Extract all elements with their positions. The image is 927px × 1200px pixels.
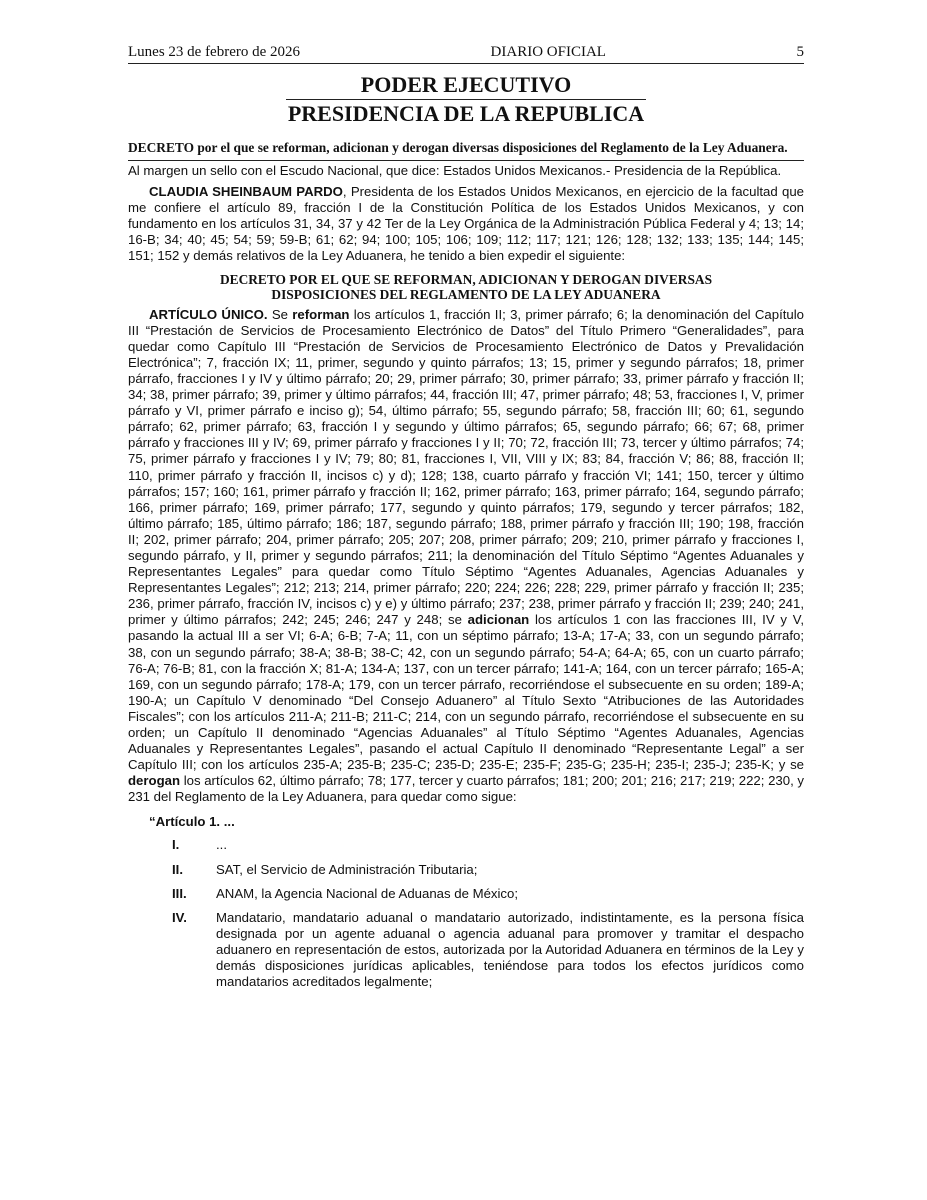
fraction-item	[128, 886, 804, 902]
fraction-item	[128, 910, 804, 990]
keyword-derogan: derogan	[128, 773, 181, 789]
article-1-title: “Artículo 1. ...	[149, 814, 235, 830]
fraction-text: SAT, el Servicio de Administración Tributaria;	[216, 861, 478, 877]
fraction-text: Mandatario, mandatario aduanal o mandatario autorizado, indistintamente, es la persona física designada por un agente aduanal o agencia aduanal para promover y tramitar el despacho aduanero en representación de estos, autorizada por la Autoridad Aduanera en términos de la Ley y demás disposiciones jurídicas aplicables, teniéndose para todos los efectos jurídicos como mandatarios acreditados legalmente;	[216, 909, 804, 990]
fraction-number: III.	[172, 885, 187, 901]
preamble-text: , Presidenta de los Estados Unidos Mexicanos, en ejercicio de la facultad que me confiere el artículo 89, fracción I de la Constitución Política de los Estados Unidos Mexicanos, y con fundamento en los artículos 31, 34, 37 y 42 Ter de la Ley Orgánica de la Administración Pública Federal y 4; 13; 14; 16-B; 34; 40; 45; 54; 59; 59-B; 61; 62; 94; 100; 105; 106; 109; 112; 117; 121; 126; 128; 132; 133; 135; 144; 145; 151; 152 y demás relativos de la Ley Aduanera, he tenido a bien expedir el siguiente:	[128, 184, 804, 264]
margin-note: Al margen un sello con el Escudo Nacional, que dice: Estados Unidos Mexicanos.- Presidencia de la República.	[128, 163, 782, 178]
fraction-text: ...	[216, 837, 227, 853]
fraction-item	[128, 837, 804, 853]
derog-text: los artículos 62, último párrafo; 78; 177, tercer y cuarto párrafos; 181; 200; 201; 216; 217; 219; 222; 230, y 231 del Reglamento de la Ley Aduanera, para quedar como sigue:	[128, 773, 804, 805]
preamble-paragraph	[128, 184, 804, 264]
page-header	[128, 44, 804, 64]
decree-heading-line2: DISPOSICIONES DEL REGLAMENTO DE LA LEY ADUANERA	[271, 286, 661, 302]
document-page	[128, 44, 804, 998]
president-name: CLAUDIA SHEINBAUM PARDO	[149, 184, 343, 200]
reform-text: los artículos 1, fracción II; 3, primer párrafo; 6; la denominación del Capítulo III “Prestación de Servicios de Procesamiento Electrónico de Datos” del Título Primero “Generalidades”, para quedar como Capítulo III “Prestación de Servicios de Procesamiento Electrónico de Datos y Prevalidación Electrónica”; 7, fracción IX; 11, primer, segundo y quinto párrafos; 13; 15, primer y segundo párrafos; 18, primer párrafo, fracciones I y IV y último párrafo; 20; 29, primer párrafo; 30, primer párrafo; 33, primer párrafo y fracción II; 34; 38, primer párrafo; 39, primer y último párrafos; 44, fracción III; 47, primer párrafo; 48; 53, fracciones I, V, primer párrafo y VI, primer párrafo e inciso g); 54, último párrafo; 55, segundo párrafo; 58, fracción III; 60; 61, segundo párrafo; 62, primer párrafo; 63, fracción I y segundo y último párrafos; 65, segundo párrafo; 66; 67; 68, primer párrafo y fracciones III y IV; 69, primer párrafo y fracciones I y II; 70; 72, fracción III; 73, tercer y último párrafos; 74; 75, primer párrafo y fracciones I y IV; 79; 80; 81, fracciones I, VII, VIII y IX; 83; 84, fracción V; 86; 88, fracción II; 110, primer párrafo y fracción II, incisos c) y d); 128; 138, cuarto párrafo y fracción VI; 141; 150, tercer y último párrafos; 157; 160; 161, primer párrafo y fracción II; 162, primer párrafo; 163, primer párrafo; 164, segundo párrafo; 166, primer párrafo; 169, primer párrafo; 177, segundo y quinto párrafos; 179, segundo y tercer párrafos; 182, último párrafo; 185, último párrafo; 186; 187, segundo párrafo; 188, primer párrafo y fracción III; 190; 198, fracción II; 202, primer párrafo; 204, primer párrafo; 205; 207; 208, primer párrafo; 209; 210, primer párrafo y fracciones I, segundo párrafo, y II, primer y segundo párrafos; 211; la denominación del Título Séptimo “Agentes Aduanales y Representantes Legales” para quedar como Título Séptimo “Agentes Aduanales, Agencias Aduanales y Representantes Legales”; 212; 213; 214, primer párrafo; 220; 224; 226; 228; 229, primer párrafo y fracción II; 235; 236, primer párrafo, fracción IV, incisos c) y e) y último párrafo; 237; 238, primer párrafo y fracción II; 239; 240; 241, primer y último párrafos; 242; 245; 246; 247 y 248; se	[128, 306, 804, 628]
branch-divider	[286, 99, 646, 100]
article-unico-pre: Se	[267, 306, 293, 322]
fraction-item	[128, 862, 804, 878]
header-date: Lunes 23 de febrero de 2026	[128, 44, 301, 60]
article-1-fractions	[128, 837, 804, 990]
decree-heading-line1: DECRETO POR EL QUE SE REFORMAN, ADICIONAN Y DEROGAN DIVERSAS	[219, 271, 713, 287]
section-office: PRESIDENCIA DE LA REPUBLICA	[287, 101, 645, 126]
decree-heading	[128, 272, 804, 302]
keyword-reforman: reforman	[292, 306, 350, 322]
fraction-number: I.	[172, 837, 180, 853]
header-publication: DIARIO OFICIAL	[490, 44, 606, 60]
keyword-adicionan: adicionan	[467, 612, 530, 628]
title-divider	[128, 160, 804, 161]
article-unico-label: ARTÍCULO ÚNICO.	[149, 306, 268, 322]
decree-title: DECRETO por el que se reforman, adicionan y derogan diversas disposiciones del Reglamento de la Ley Aduanera.	[128, 140, 788, 155]
add-text: los artículos 1 con las fracciones III, IV y V, pasando la actual III a ser VI; 6-A; 6-B; 7-A; 11, con un séptimo párrafo; 13-A; 17-A; 33, con un segundo párrafo; 38, con un segundo párrafo; 38-A; 38-B; 38-C; 42, con un segundo párrafo; 54-A; 64-A; 65, con un cuarto párrafo; 76-A; 76-B; 81, con la fracción X; 81-A; 134-A; 137, con un tercer párrafo; 141-A; 164, con un tercer párrafo; 165-A; 169, con un segundo párrafo; 178-A; 179, con un tercer párrafo, recorriéndose el subsecuente en su orden; 189-A; 190-A; un Capítulo V denominado “Del Consejo Aduanero” al Título Sexto “Atribuciones de las Autoridades Fiscales”; con los artículos 211-A; 211-B; 211-C; 214, con un segundo párrafo, recorriéndose el subsecuente en su orden; un Capítulo II denominado “Agencias Aduanales” al Título Séptimo “Agentes Aduanales, Agencias Aduanales y Representantes Legales”, pasando el actual Capítulo II denominado “Representante Legal” a ser Capítulo III; con los artículos 235-A; 235-B; 235-C; 235-D; 235-E; 235-F; 235-G; 235-H; 235-I; 235-J; 235-K; y se	[128, 612, 804, 773]
fraction-number: IV.	[172, 909, 187, 925]
fraction-number: II.	[172, 861, 183, 877]
fraction-text: ANAM, la Agencia Nacional de Aduanas de México;	[216, 885, 519, 901]
article-unico-paragraph	[128, 307, 804, 806]
section-branch: PODER EJECUTIVO	[360, 72, 572, 97]
document-body	[128, 163, 804, 805]
header-page-number: 5	[796, 44, 804, 60]
